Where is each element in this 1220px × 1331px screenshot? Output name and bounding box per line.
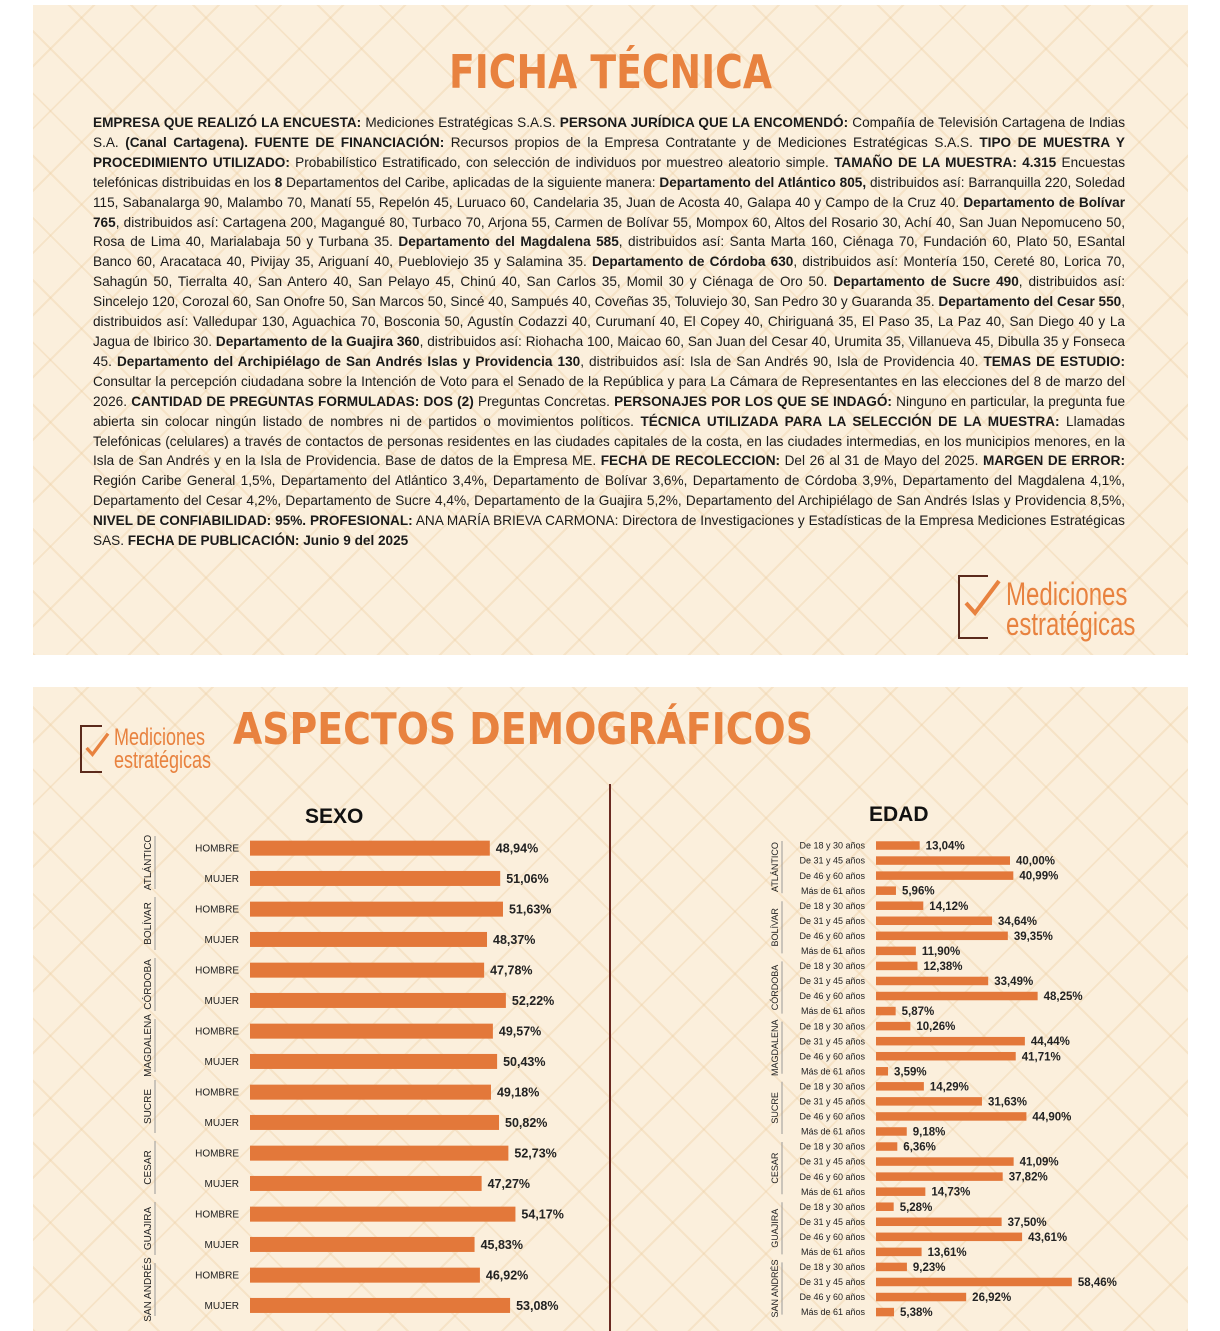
data-label: 5,87% bbox=[901, 1006, 935, 1019]
demografia-title: ASPECTOS DEMOGRÁFICOS bbox=[233, 704, 813, 755]
ficha-text-segment: distribuidos así: Barranquilla 220, Soledad 115, Sabanalarga 90, Malambo 70, Manatí 55, Repelón 45, Luruaco 60, Candelaria 35, Juan de Acosta 40, Galapa 40 y Campo de la Cruz 40. bbox=[93, 174, 1126, 210]
ficha-text-segment: , distribuidos así: Riohacha 100, Maicao 60, San Juan del Cesar 40, Urumita 35, Villanueva 45, Dibulla 35 y Fonseca 45. bbox=[93, 333, 1125, 369]
ficha-tecnica-panel bbox=[33, 5, 1188, 655]
category-label: HOMBRE bbox=[195, 1087, 239, 1099]
data-label: 50,43% bbox=[503, 1054, 546, 1069]
data-label: 14,73% bbox=[931, 1186, 971, 1199]
category-label: De 31 y 45 años bbox=[799, 1156, 865, 1167]
data-label: 9,18% bbox=[912, 1126, 946, 1139]
ficha-text-segment: , distribuidos así: Sincelejo 120, Corozal 60, San Onofre 50, San Marcos 50, Sincé 40, Sampués 40, Coveñas 35, Toluviejo 30, San Pedro 30 y Guaranda 35. bbox=[93, 274, 1126, 310]
category-label: De 46 y 60 años bbox=[799, 1292, 865, 1303]
data-label: 58,46% bbox=[1077, 1277, 1117, 1289]
category-label: HOMBRE bbox=[195, 1026, 239, 1038]
category-label: HOMBRE bbox=[195, 1209, 239, 1221]
bar bbox=[250, 1298, 510, 1313]
bar bbox=[876, 1007, 896, 1016]
category-label: De 31 y 45 años bbox=[799, 1096, 865, 1107]
ficha-bold-segment: EMPRESA QUE REALIZÓ LA ENCUESTA: bbox=[93, 115, 362, 130]
ficha-text-segment: Del 26 al 31 de Mayo del 2025. bbox=[780, 453, 983, 469]
ficha-bold-segment: Departamento del Cesar 550 bbox=[938, 294, 1122, 310]
ficha-bold-segment: Departamento del Atlántico 805, bbox=[659, 174, 867, 190]
check-icon bbox=[962, 577, 1002, 617]
ficha-text-segment: Departamentos del Caribe, aplicadas de la siguiente manera: bbox=[282, 174, 660, 190]
data-label: 47,27% bbox=[487, 1176, 531, 1191]
ficha-bold-segment: TIPO DE MUESTRA Y PROCEDIMIENTO UTILIZADO: bbox=[93, 134, 1125, 170]
bar bbox=[250, 871, 500, 886]
sexo-chart bbox=[133, 832, 603, 1330]
bar bbox=[250, 1024, 493, 1039]
bar bbox=[876, 1218, 1002, 1227]
bar bbox=[250, 1085, 491, 1100]
category-label: De 46 y 60 años bbox=[799, 1231, 865, 1242]
category-label: De 46 y 60 años bbox=[799, 870, 865, 881]
bar bbox=[876, 947, 916, 956]
data-label: 53,08% bbox=[516, 1298, 559, 1313]
ficha-bold-segment: TAMAÑO DE LA MUESTRA: 4.315 bbox=[834, 154, 1057, 170]
category-label: De 18 y 30 años bbox=[799, 1201, 865, 1212]
demografia-panel bbox=[33, 687, 1188, 1331]
data-label: 5,38% bbox=[900, 1307, 933, 1319]
ficha-bold-segment: FECHA DE PUBLICACIÓN: Junio 9 del 2025 bbox=[127, 533, 409, 549]
edad-chart-title: EDAD bbox=[869, 803, 929, 826]
bar bbox=[876, 1187, 925, 1196]
data-label: 9,23% bbox=[912, 1261, 946, 1274]
ficha-bold-segment: 8 bbox=[274, 174, 283, 190]
bar bbox=[876, 1112, 1026, 1121]
ficha-bold-segment: PERSONA JURÍDICA QUE LA ENCOMENDÓ: bbox=[559, 115, 849, 130]
data-label: 3,59% bbox=[894, 1066, 927, 1079]
bar bbox=[250, 1207, 515, 1222]
bar bbox=[876, 856, 1010, 865]
data-label: 26,92% bbox=[972, 1292, 1012, 1305]
data-label: 5,96% bbox=[901, 885, 935, 898]
ficha-text-segment: Preguntas Concretas. bbox=[473, 393, 615, 409]
category-label: HOMBRE bbox=[195, 965, 239, 977]
category-label: MUJER bbox=[204, 995, 239, 1007]
data-label: 13,61% bbox=[927, 1246, 967, 1259]
bar bbox=[876, 1067, 888, 1076]
category-label: HOMBRE bbox=[195, 1148, 239, 1160]
category-label: Más de 61 años bbox=[800, 1186, 865, 1197]
category-label: De 18 y 30 años bbox=[799, 961, 865, 972]
category-label: MUJER bbox=[204, 1056, 239, 1068]
group-label: SUCRE bbox=[770, 1092, 780, 1124]
group-label: CESAR bbox=[770, 1152, 780, 1184]
bar bbox=[876, 901, 923, 910]
bar bbox=[250, 1176, 482, 1191]
category-label: Más de 61 años bbox=[800, 1126, 865, 1137]
category-label: De 31 y 45 años bbox=[799, 1277, 865, 1288]
category-label: HOMBRE bbox=[195, 904, 239, 916]
bar bbox=[876, 871, 1013, 880]
category-label: De 46 y 60 años bbox=[799, 1111, 865, 1122]
bar bbox=[876, 1097, 982, 1106]
bar bbox=[876, 1233, 1022, 1242]
ficha-bold-segment: Departamento de Sucre 490 bbox=[833, 274, 1019, 290]
bar bbox=[876, 886, 896, 895]
data-label: 49,18% bbox=[496, 1085, 540, 1100]
group-label: ATLÁNTICO bbox=[770, 842, 780, 893]
data-label: 10,26% bbox=[916, 1021, 956, 1034]
data-label: 46,92% bbox=[485, 1268, 529, 1283]
logo-line2: estratégicas bbox=[114, 746, 212, 774]
bar bbox=[250, 1115, 499, 1130]
ficha-tecnica-title: FICHA TÉCNICA bbox=[448, 45, 773, 99]
ficha-text-segment: Región Caribe General 1,5%, Departamento del Atlántico 3,4%, Departamento de Bolívar 3,6%, Departamento de Córdoba 3,9%, Departamento del Magdalena 4,1%, Departamento del Cesar 4,2%, Departamento de Sucre 4,4%, Departamento de la Guajira 5,2%, Departamento del Archipiélago de San Andrés Islas y Providencia 8,5%, bbox=[93, 473, 1125, 509]
data-label: 43,61% bbox=[1028, 1231, 1068, 1244]
data-label: 50,82% bbox=[505, 1115, 548, 1130]
bar bbox=[876, 1022, 910, 1031]
data-label: 12,38% bbox=[923, 960, 963, 973]
data-label: 5,28% bbox=[899, 1201, 933, 1214]
data-label: 51,63% bbox=[508, 902, 552, 917]
mediciones-logo-small bbox=[80, 725, 240, 773]
bar bbox=[250, 1237, 475, 1252]
group-label: MAGDALENA bbox=[770, 1019, 780, 1076]
ficha-bold-segment: Departamento de la Guajira 360 bbox=[215, 333, 420, 349]
bar bbox=[876, 1263, 907, 1272]
category-label: Más de 61 años bbox=[800, 1066, 865, 1077]
bar bbox=[250, 902, 503, 917]
data-label: 14,29% bbox=[929, 1081, 969, 1094]
ficha-bold-segment: MARGEN DE ERROR: bbox=[982, 453, 1125, 469]
category-label: De 31 y 45 años bbox=[799, 915, 865, 926]
data-label: 45,83% bbox=[480, 1237, 523, 1252]
ficha-bold-segment: TEMAS DE ESTUDIO: bbox=[983, 353, 1125, 369]
category-label: De 18 y 30 años bbox=[799, 900, 865, 911]
ficha-text-segment: Recursos propios de la Empresa Contratante y de Mediciones Estratégicas S.A.S. bbox=[444, 134, 980, 150]
bar bbox=[250, 932, 487, 947]
ficha-bold-segment: Departamento de Bolívar 765 bbox=[93, 194, 1125, 230]
category-label: Más de 61 años bbox=[800, 1307, 865, 1318]
bar bbox=[876, 1082, 924, 1091]
data-label: 41,09% bbox=[1019, 1156, 1059, 1169]
logo-line2: estratégicas bbox=[1006, 606, 1136, 643]
group-label: GUAJIRA bbox=[770, 1208, 780, 1248]
data-label: 48,37% bbox=[493, 932, 536, 947]
group-label: SAN ANDRÉS bbox=[143, 1257, 154, 1322]
data-label: 52,73% bbox=[514, 1146, 557, 1161]
category-label: MUJER bbox=[204, 1178, 239, 1190]
ficha-text-segment: , distribuidos así: Isla de San Andrés 90, Isla de Providencia 40. bbox=[580, 353, 984, 369]
bar bbox=[876, 1293, 966, 1302]
group-label: GUAJIRA bbox=[143, 1206, 154, 1251]
logo-line1: Mediciones bbox=[1006, 576, 1128, 612]
group-label: SAN ANDRÉS bbox=[770, 1259, 780, 1318]
data-label: 6,36% bbox=[903, 1141, 936, 1154]
group-label: CÓRDOBA bbox=[770, 964, 780, 1011]
bar bbox=[876, 1052, 1016, 1061]
bar bbox=[250, 963, 484, 978]
category-label: De 31 y 45 años bbox=[799, 1216, 865, 1227]
bar bbox=[876, 1142, 897, 1151]
data-label: 13,04% bbox=[925, 840, 965, 853]
bar bbox=[250, 1054, 497, 1069]
data-label: 51,06% bbox=[506, 871, 549, 886]
edad-chart bbox=[723, 837, 1183, 1319]
ficha-bold-segment: CANTIDAD DE PREGUNTAS FORMULADAS: DOS (2) bbox=[131, 393, 474, 409]
category-label: MUJER bbox=[204, 934, 239, 946]
check-icon bbox=[84, 731, 110, 757]
category-label: De 31 y 45 años bbox=[799, 976, 865, 987]
data-label: 41,71% bbox=[1021, 1051, 1061, 1064]
logo-line1: Mediciones bbox=[114, 724, 206, 751]
ficha-text-segment: Ninguno en particular, la pregunta fue abierta sin colocar ningún listado de nombres ni de partidos o movimientos políticos. bbox=[93, 393, 1126, 429]
category-label: De 46 y 60 años bbox=[799, 1051, 865, 1062]
category-label: HOMBRE bbox=[195, 1270, 239, 1282]
category-label: MUJER bbox=[204, 1300, 239, 1312]
category-label: De 31 y 45 años bbox=[799, 855, 865, 866]
ficha-text-segment: Llamadas Telefónicas (celulares) a través de contactos de personas residentes en las ciudades capitales de la costa, en las ciudades intermedias, en los municipios menores, en la Isla de San Andrés y en la Isla de Providencia. Base de datos de la Empresa ME. bbox=[93, 413, 1125, 469]
bar bbox=[876, 841, 920, 850]
ficha-bold-segment: Departamento de Córdoba 630 bbox=[591, 254, 794, 270]
category-label: HOMBRE bbox=[195, 843, 239, 855]
category-label: Más de 61 años bbox=[800, 885, 865, 896]
data-label: 34,64% bbox=[998, 915, 1038, 928]
bar bbox=[876, 1172, 1003, 1181]
data-label: 31,63% bbox=[987, 1096, 1027, 1109]
ficha-bold-segment: FECHA DE RECOLECCION: bbox=[600, 453, 781, 469]
category-label: De 18 y 30 años bbox=[799, 1262, 865, 1273]
data-label: 54,17% bbox=[521, 1207, 564, 1222]
ficha-text-segment: , distribuidos así: Santa Marta 160, Ciénaga 70, Fundación 60, Plato 50, ESantal Banco 60, Aracataca 40, Pivijay 35, Ariguaní 40, Puebloviejo 35 y Salamina 35. bbox=[93, 234, 1125, 270]
ficha-text-segment: Encuestas telefónicas distribuidas en los bbox=[93, 154, 1125, 190]
data-label: 11,90% bbox=[921, 945, 961, 958]
category-label: MUJER bbox=[204, 1239, 239, 1251]
chart-divider bbox=[609, 784, 611, 1331]
bar bbox=[876, 1202, 894, 1211]
data-label: 44,90% bbox=[1032, 1111, 1072, 1124]
bar bbox=[876, 932, 1008, 941]
group-label: MAGDALENA bbox=[143, 1014, 154, 1077]
ficha-text-segment: Compañía de Televisión Cartagena de Indias S.A. bbox=[93, 115, 1125, 150]
category-label: De 18 y 30 años bbox=[799, 840, 865, 851]
category-label: De 18 y 30 años bbox=[799, 1021, 865, 1032]
category-label: De 18 y 30 años bbox=[799, 1141, 865, 1152]
category-label: Más de 61 años bbox=[800, 946, 865, 957]
group-label: CESAR bbox=[143, 1150, 154, 1185]
category-label: De 46 y 60 años bbox=[799, 991, 865, 1002]
data-label: 40,99% bbox=[1019, 870, 1059, 883]
ficha-text-segment: , distribuidos así: Cartagena 200, Magangué 80, Turbaco 70, Arjona 55, Carmen de Bolívar 55, Mompox 60, Altos del Rosario 30, Achí 40, San Juan Nepomuceno 50, Rosa de Lima 40, Marialabaja 50 y Turbana 35. bbox=[93, 214, 1125, 250]
group-label: CÓRDOBA bbox=[143, 959, 154, 1010]
group-label: BOLÍVAR bbox=[143, 902, 154, 945]
category-label: De 18 y 30 años bbox=[799, 1081, 865, 1092]
ficha-text-segment: , distribuidos así: Valledupar 130, Aguachica 70, Bosconia 50, Agustín Codazzi 40, Curumaní 40, El Copey 40, Chiriguaná 35, El Paso 35, La Paz 40, San Diego 40 y La Jagua de Ibirico 30. bbox=[93, 294, 1125, 349]
data-label: 48,25% bbox=[1043, 991, 1083, 1004]
group-label: SUCRE bbox=[143, 1088, 154, 1125]
data-label: 52,22% bbox=[511, 993, 555, 1008]
ficha-text-segment: Mediciones Estratégicas S.A.S. bbox=[361, 115, 560, 130]
ficha-text-segment: Consultar la percepción ciudadana sobre la Intención de Voto para el Senado de la República y para La Cámara de Representantes en las elecciones del 8 de marzo del 2026. bbox=[93, 373, 1125, 409]
data-label: 47,78% bbox=[490, 963, 533, 978]
bar bbox=[876, 917, 992, 926]
bar bbox=[876, 1037, 1025, 1046]
bar bbox=[876, 977, 988, 986]
ficha-bold-segment: NIVEL DE CONFIABILIDAD: 95%. PROFESIONAL: bbox=[93, 513, 413, 529]
category-label: Más de 61 años bbox=[800, 1006, 865, 1017]
ficha-bold-segment: PERSONAJES POR LOS QUE SE INDAGÓ: bbox=[614, 393, 892, 409]
ficha-text-segment: Probabilístico Estratificado, con selección de individuos por muestreo aleatorio simple. bbox=[289, 154, 835, 170]
ficha-bold-segment: (Canal Cartagena). FUENTE DE FINANCIACIÓN: bbox=[125, 134, 445, 150]
data-label: 44,44% bbox=[1030, 1036, 1070, 1049]
ficha-text-segment: ANA MARÍA BRIEVA CARMONA: Directora de Investigaciones y Estadísticas de la Empresa Mediciones Estratégicas SAS. bbox=[93, 513, 1125, 549]
bar bbox=[250, 1268, 480, 1283]
bar bbox=[876, 962, 917, 971]
category-label: Más de 61 años bbox=[800, 1247, 865, 1258]
category-label: De 46 y 60 años bbox=[799, 930, 865, 941]
bar bbox=[876, 1127, 907, 1136]
category-label: MUJER bbox=[204, 1117, 239, 1129]
data-label: 14,12% bbox=[929, 900, 969, 913]
bar bbox=[876, 1248, 922, 1257]
data-label: 49,57% bbox=[498, 1024, 542, 1039]
data-label: 37,82% bbox=[1008, 1171, 1048, 1184]
data-label: 33,49% bbox=[994, 976, 1034, 988]
sexo-chart-title: SEXO bbox=[305, 805, 364, 828]
bar bbox=[876, 1278, 1072, 1287]
bar bbox=[876, 1157, 1014, 1166]
group-label: BOLÍVAR bbox=[770, 908, 780, 947]
category-label: De 46 y 60 años bbox=[799, 1171, 865, 1182]
bar bbox=[876, 992, 1038, 1001]
category-label: De 31 y 45 años bbox=[799, 1036, 865, 1047]
ficha-bold-segment: TÉCNICA UTILIZADA PARA LA SELECCIÓN DE LA MUESTRA: bbox=[640, 413, 1060, 429]
ficha-tecnica-text bbox=[93, 113, 1125, 551]
data-label: 37,50% bbox=[1007, 1216, 1047, 1229]
data-label: 39,35% bbox=[1013, 930, 1053, 943]
ficha-bold-segment: Departamento del Magdalena 585 bbox=[398, 234, 619, 250]
bar bbox=[876, 1308, 894, 1317]
mediciones-logo bbox=[958, 573, 1158, 643]
bar bbox=[250, 993, 506, 1008]
data-label: 48,94% bbox=[495, 841, 539, 856]
ficha-text-segment: , distribuidos así: Montería 150, Cereté 80, Lorica 70, Sahagún 50, Tierralta 40, San Antero 40, San Pelayo 45, Chinú 40, San Carlos 35, Momil 30 y Ciénaga de Oro 50. bbox=[93, 254, 1126, 290]
data-label: 40,00% bbox=[1016, 855, 1056, 868]
group-label: ATLÁNTICO bbox=[143, 834, 154, 891]
bar bbox=[250, 1146, 508, 1161]
category-label: MUJER bbox=[204, 873, 239, 885]
bar bbox=[250, 841, 490, 856]
ficha-bold-segment: Departamento del Archipiélago de San Andrés Islas y Providencia 130 bbox=[116, 353, 581, 369]
